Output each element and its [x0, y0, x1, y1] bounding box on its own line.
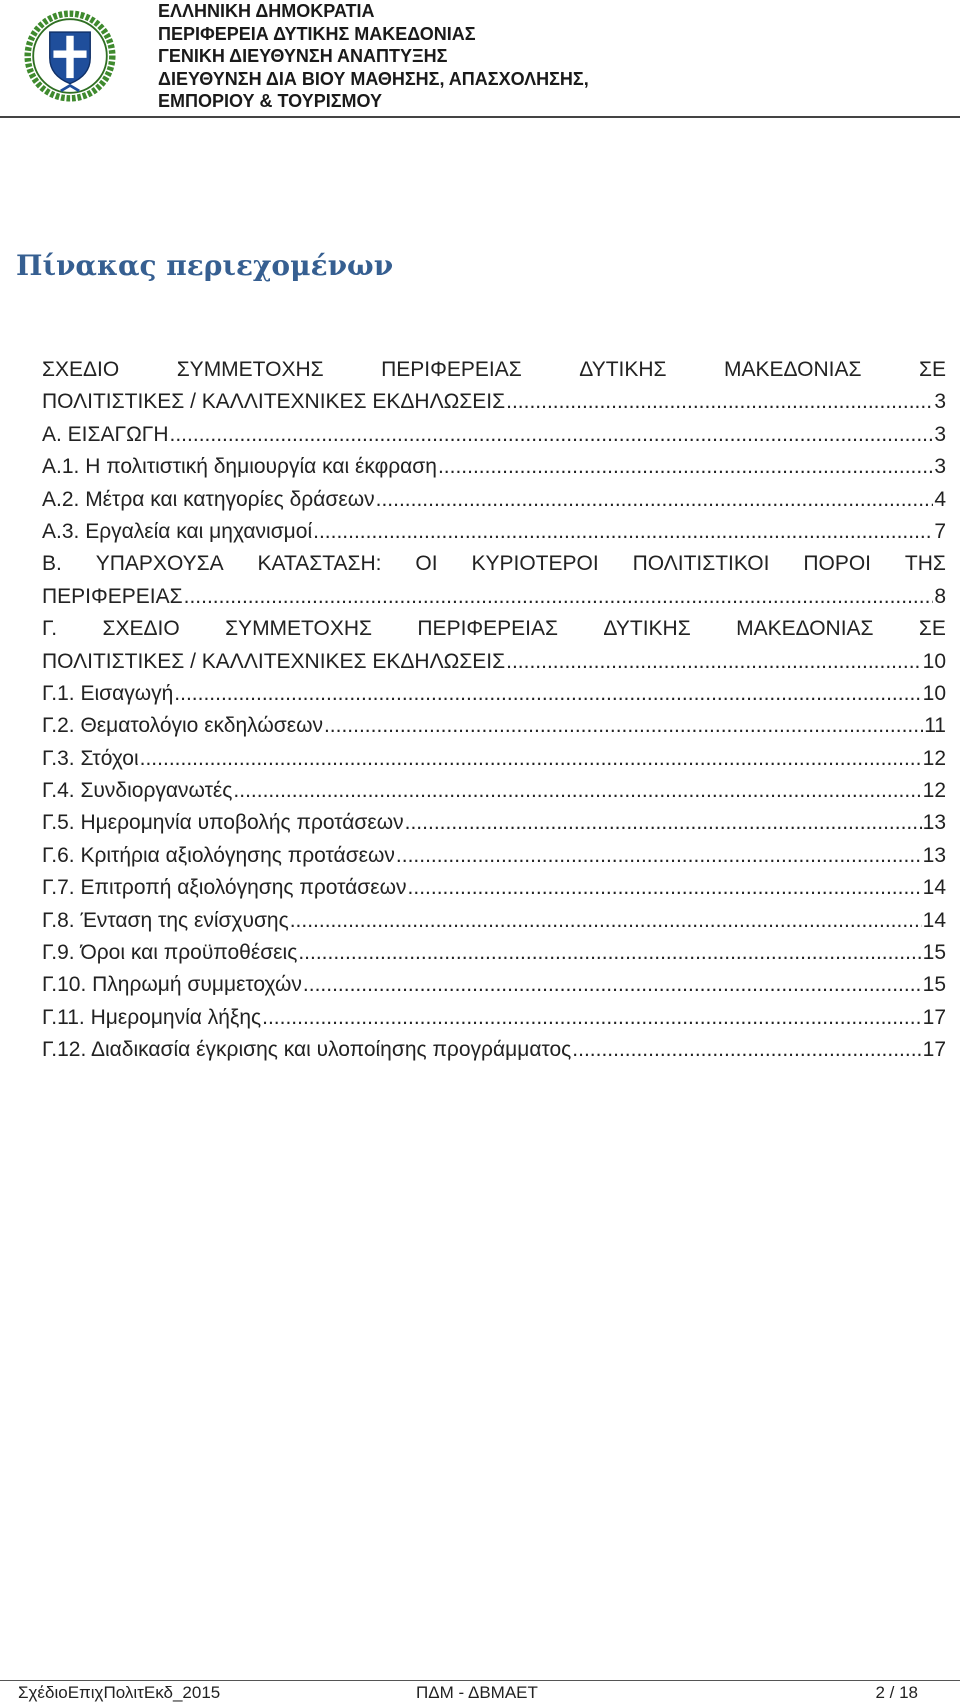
- header-line: ΕΛΛΗΝΙΚΗ ΔΗΜΟΚΡΑΤΙΑ: [158, 1, 375, 21]
- toc-page-number: 10: [922, 649, 946, 673]
- toc-word: ΠΟΛΙΤΙΣΤΙΚΟΙ: [632, 552, 770, 576]
- header-line: ΠΕΡΙΦΕΡΕΙΑ ΔΥΤΙΚΗΣ ΜΑΚΕΔΟΝΙΑΣ: [158, 23, 476, 44]
- footer-filename: ΣχέδιοΕπιχΠολιτΕκδ_2015: [18, 1683, 221, 1702]
- toc-entry[interactable]: [42, 840, 946, 872]
- dot-leader: [324, 710, 923, 742]
- toc-page-number: 4: [934, 487, 946, 511]
- dot-leader: [290, 905, 922, 937]
- header-organization-lines: [158, 0, 589, 113]
- toc-page-number: 17: [922, 1038, 946, 1062]
- toc-entry[interactable]: [42, 710, 946, 742]
- toc-page-number: 3: [934, 422, 946, 446]
- document-header: [0, 0, 960, 118]
- toc-entry-text: Α.1. Η πολιτιστική δημιουργία και έκφραση: [42, 455, 437, 479]
- document-footer: [0, 1680, 960, 1705]
- toc-word: ΚΑΤΑΣΤΑΣΗ:: [257, 552, 382, 576]
- toc-word: ΚΥΡΙΟΤΕΡΟΙ: [471, 552, 599, 576]
- toc-entry[interactable]: [42, 807, 946, 839]
- toc-word: ΜΑΚΕΔΟΝΙΑΣ: [724, 358, 862, 381]
- toc-entry-text: Γ.1. Εισαγωγή: [42, 681, 174, 705]
- toc-entry[interactable]: [42, 1034, 946, 1066]
- toc-page-number: 12: [922, 746, 946, 770]
- dot-leader: [438, 451, 933, 483]
- dot-leader: [313, 516, 933, 548]
- toc-word: ΣΥΜΜΕΤΟΧΗΣ: [176, 358, 324, 381]
- toc-entry-text: Γ.9. Όροι και προϋποθέσεις: [42, 941, 298, 965]
- dot-leader: [506, 386, 933, 418]
- toc-word: ΠΕΡΙΦΕΡΕΙΑΣ: [417, 617, 559, 641]
- toc-entry-text: Γ.7. Επιτροπή αξιολόγησης προτάσεων: [42, 876, 407, 900]
- dot-leader: [184, 581, 934, 613]
- dot-leader: [506, 646, 922, 678]
- toc-word: Β.: [42, 552, 62, 576]
- toc-word: ΜΑΚΕΔΟΝΙΑΣ: [736, 617, 874, 641]
- toc-entry-text: Α.3. Εργαλεία και μηχανισμοί: [42, 519, 313, 543]
- toc-word: ΣΥΜΜΕΤΟΧΗΣ: [225, 617, 372, 641]
- footer-page-number: 2 / 18: [875, 1683, 918, 1702]
- toc-entry[interactable]: [42, 969, 946, 1001]
- toc-entry[interactable]: [42, 451, 946, 483]
- toc-page-number: 14: [922, 876, 946, 900]
- toc-entry-text: Γ.4. Συνδιοργανωτές: [42, 779, 233, 803]
- dot-leader: [396, 840, 922, 872]
- toc-entry-line[interactable]: [42, 548, 946, 580]
- toc-entry[interactable]: [42, 937, 946, 969]
- toc-word: ΔΥΤΙΚΗΣ: [603, 617, 691, 641]
- toc-entry-text: Γ.5. Ημερομηνία υποβολής προτάσεων: [42, 811, 404, 835]
- toc-word: ΣΧΕΔΙΟ: [42, 358, 120, 381]
- toc-page-number: 3: [934, 390, 946, 414]
- dot-leader: [572, 1034, 921, 1066]
- toc-entry-text: Γ.10. Πληρωμή συμμετοχών: [42, 973, 302, 997]
- toc-page-number: 14: [922, 908, 946, 932]
- toc-entry-line[interactable]: [42, 386, 946, 418]
- dot-leader: [298, 937, 921, 969]
- toc-page-number: 11: [924, 714, 946, 738]
- header-line: ΕΜΠΟΡΙΟΥ & ΤΟΥΡΙΣΜΟΥ: [158, 91, 382, 112]
- toc-entry-text: ΠΕΡΙΦΕΡΕΙΑΣ: [42, 584, 183, 608]
- toc-page-number: 8: [934, 584, 946, 608]
- toc-entry-text: Α.2. Μέτρα και κατηγορίες δράσεων: [42, 487, 375, 511]
- toc-page-number: 17: [922, 1005, 946, 1029]
- toc-page-number: 10: [922, 681, 946, 705]
- toc-entry-text: Γ.8. Ένταση της ενίσχυσης: [42, 908, 289, 932]
- toc-entry[interactable]: [42, 484, 946, 516]
- toc-page-number: 13: [922, 811, 946, 835]
- toc-entry-text: Α. ΕΙΣΑΓΩΓΗ: [42, 422, 169, 446]
- toc-word: Γ.: [42, 617, 58, 641]
- toc-entry-line[interactable]: [42, 354, 946, 386]
- dot-leader: [408, 872, 922, 904]
- toc-entry[interactable]: [42, 419, 946, 451]
- toc-entry[interactable]: [42, 1002, 946, 1034]
- toc-page-number: 12: [922, 779, 946, 803]
- dot-leader: [140, 743, 922, 775]
- toc-title: Πίνακας περιεχομένων: [16, 249, 394, 282]
- toc-word: ΥΠΑΡΧΟΥΣΑ: [95, 552, 224, 576]
- toc-entry-line[interactable]: [42, 581, 946, 613]
- toc-word: ΤΗΣ: [904, 552, 946, 576]
- toc-word: ΟΙ: [415, 552, 438, 576]
- toc-entry[interactable]: [42, 775, 946, 807]
- toc-entry[interactable]: [42, 872, 946, 904]
- dot-leader: [262, 1002, 922, 1034]
- toc-page-number: 3: [934, 455, 946, 479]
- table-of-contents: [42, 354, 946, 1067]
- header-line: ΔΙΕΥΘΥΝΣΗ ΔΙΑ ΒΙΟΥ ΜΑΘΗΣΗΣ, ΑΠΑΣΧΟΛΗΣΗΣ,: [158, 68, 589, 89]
- toc-entry[interactable]: [42, 678, 946, 710]
- toc-entry[interactable]: [42, 905, 946, 937]
- toc-page-number: 13: [922, 843, 946, 867]
- toc-entry-text: Γ.2. Θεματολόγιο εκδηλώσεων: [42, 714, 323, 738]
- dot-leader: [303, 969, 922, 1001]
- toc-entry[interactable]: [42, 516, 946, 548]
- dot-leader: [174, 678, 921, 710]
- toc-word: ΣΧΕΔΙΟ: [102, 617, 180, 641]
- toc-entry-text: Γ.11. Ημερομηνία λήξης: [42, 1005, 262, 1029]
- toc-page-number: 15: [922, 973, 946, 997]
- toc-entry-text: Γ.12. Διαδικασία έγκρισης και υλοποίησης προγράμματος: [42, 1038, 572, 1062]
- toc-word: ΔΥΤΙΚΗΣ: [579, 358, 667, 381]
- toc-entry[interactable]: [42, 743, 946, 775]
- toc-entry-text: Γ.6. Κριτήρια αξιολόγησης προτάσεων: [42, 843, 395, 867]
- toc-entry-text: ΠΟΛΙΤΙΣΤΙΚΕΣ / ΚΑΛΛΙΤΕΧΝΙΚΕΣ ΕΚΔΗΛΩΣΕΙΣ: [42, 649, 506, 673]
- toc-entry-text: ΠΟΛΙΤΙΣΤΙΚΕΣ / ΚΑΛΛΙΤΕΧΝΙΚΕΣ ΕΚΔΗΛΩΣΕΙΣ: [42, 390, 506, 414]
- toc-entry-line[interactable]: [42, 613, 946, 645]
- toc-word: ΣΕ: [918, 358, 946, 381]
- toc-page-number: 15: [922, 941, 946, 965]
- greek-republic-emblem-icon: [24, 10, 116, 102]
- dot-leader: [170, 419, 934, 451]
- dot-leader: [376, 484, 934, 516]
- toc-word: ΣΕ: [918, 617, 946, 641]
- header-line: ΓΕΝΙΚΗ ΔΙΕΥΘΥΝΣΗ ΑΝΑΠΤΥΞΗΣ: [158, 46, 448, 67]
- toc-entry-line[interactable]: [42, 646, 946, 678]
- footer-department: ΠΔΜ - ΔΒΜΑΕΤ: [416, 1683, 538, 1702]
- toc-word: ΠΟΡΟΙ: [803, 552, 872, 576]
- dot-leader: [405, 807, 922, 839]
- toc-entry-text: Γ.3. Στόχοι: [42, 746, 139, 770]
- dot-leader: [233, 775, 921, 807]
- toc-word: ΠΕΡΙΦΕΡΕΙΑΣ: [381, 358, 522, 381]
- toc-page-number: 7: [934, 519, 946, 543]
